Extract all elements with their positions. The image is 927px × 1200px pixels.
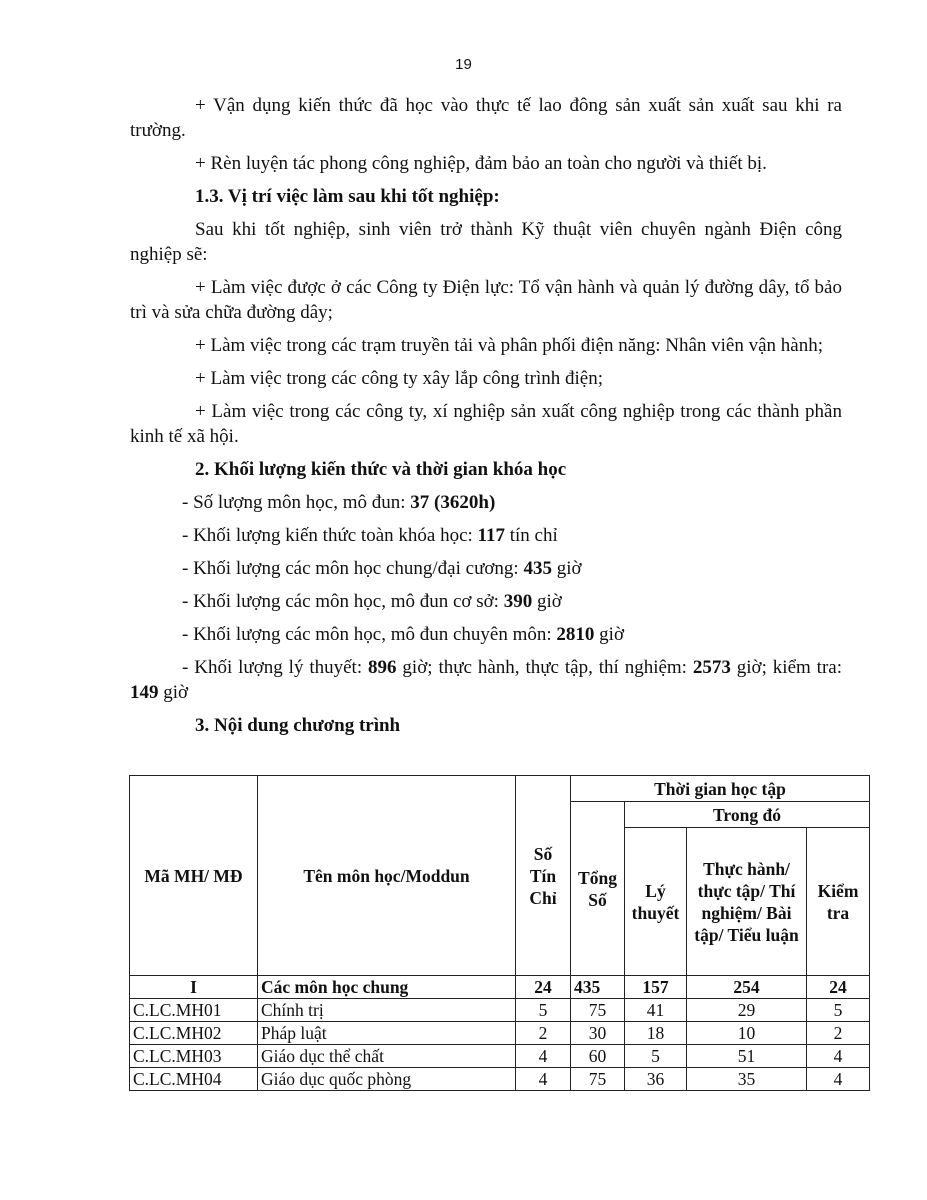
header-exam: Kiểm tra <box>807 828 870 976</box>
header-code: Mã MH/ MĐ <box>130 776 258 976</box>
paragraph-apply-knowledge: + Vận dụng kiến thức đã học vào thực tế lao đông sản xuất sản xuất sau khi ra trường. <box>130 95 842 141</box>
paragraph-enterprises: + Làm việc trong các công ty, xí nghiệp sản xuất công nghiệp trong các thành phần kinh tế xã hội. <box>130 401 842 447</box>
cell-total: 60 <box>571 1045 625 1068</box>
cell-total: 75 <box>571 1068 625 1091</box>
table-row <box>130 999 870 1022</box>
program-table <box>129 775 870 1091</box>
cell-theory: 18 <box>625 1022 687 1045</box>
header-practice: Thực hành/ thực tập/ Thí nghiệm/ Bài tập/ Tiểu luận <box>687 828 807 976</box>
cell-total: 30 <box>571 1022 625 1045</box>
heading-1-3: 1.3. Vị trí việc làm sau khi tốt nghiệp: <box>195 186 500 207</box>
cell-credits: 4 <box>516 1068 571 1091</box>
cell-exam: 5 <box>807 999 870 1022</box>
header-name: Tên môn học/Moddun <box>258 776 516 976</box>
cell-theory: 36 <box>625 1068 687 1091</box>
cell-code: C.LC.MH01 <box>130 999 258 1022</box>
cell-credits: 4 <box>516 1045 571 1068</box>
header-theory: Lý thuyết <box>625 828 687 976</box>
cell-theory: 5 <box>625 1045 687 1068</box>
table-row <box>130 1022 870 1045</box>
cell-code: C.LC.MH03 <box>130 1045 258 1068</box>
cell-exam: 4 <box>807 1068 870 1091</box>
document-body <box>130 93 842 746</box>
paragraph-power-company: + Làm việc được ở các Công ty Điện lực: Tổ vận hành và quản lý đường dây, tổ bảo trì và sửa chữa đường dây; <box>130 277 842 323</box>
stat-general-hours: - Khối lượng các môn học chung/đại cương: 435 giờ <box>182 558 582 579</box>
stat-subject-count: - Số lượng môn học, mô đun: 37 (3620h) <box>182 492 496 513</box>
cell-theory: 157 <box>625 976 687 999</box>
heading-3: 3. Nội dung chương trình <box>195 715 401 736</box>
cell-exam: 4 <box>807 1045 870 1068</box>
header-study-time: Thời gian học tập <box>571 776 870 802</box>
cell-name: Giáo dục quốc phòng <box>258 1068 516 1091</box>
stat-specialized-hours: - Khối lượng các môn học, mô đun chuyên môn: 2810 giờ <box>182 624 624 645</box>
cell-practice: 29 <box>687 999 807 1022</box>
cell-name: Pháp luật <box>258 1022 516 1045</box>
table-row <box>130 1068 870 1091</box>
paragraph-construction: + Làm việc trong các công ty xây lắp công trình điện; <box>195 368 603 389</box>
cell-exam: 24 <box>807 976 870 999</box>
paragraph-after-graduation: Sau khi tốt nghiệp, sinh viên trở thành Kỹ thuật viên chuyên ngành Điện công nghiệp sẽ: <box>130 219 842 265</box>
table-row <box>130 1045 870 1068</box>
cell-practice: 35 <box>687 1068 807 1091</box>
cell-practice: 254 <box>687 976 807 999</box>
cell-name: Chính trị <box>258 999 516 1022</box>
stat-theory-practice-exam: - Khối lượng lý thuyết: 896 giờ; thực hành, thực tập, thí nghiệm: 2573 giờ; kiểm tra: 149 giờ <box>130 657 843 703</box>
heading-2: 2. Khối lượng kiến thức và thời gian khóa học <box>195 459 567 480</box>
cell-theory: 41 <box>625 999 687 1022</box>
table-row <box>130 976 870 999</box>
cell-total: 435 <box>571 976 625 999</box>
header-of-which: Trong đó <box>625 802 870 828</box>
stat-total-credits: - Khối lượng kiến thức toàn khóa học: 117 tín chỉ <box>182 525 558 546</box>
cell-name: Các môn học chung <box>258 976 516 999</box>
header-total: Tổng Số <box>571 802 625 976</box>
cell-practice: 10 <box>687 1022 807 1045</box>
header-credits: Số Tín Chỉ <box>516 776 571 976</box>
cell-code: C.LC.MH02 <box>130 1022 258 1045</box>
paragraph-substations: + Làm việc trong các trạm truyền tải và phân phối điện năng: Nhân viên vận hành; <box>195 335 824 356</box>
cell-credits: 5 <box>516 999 571 1022</box>
paragraph-industrial-style: + Rèn luyện tác phong công nghiệp, đảm bảo an toàn cho người và thiết bị. <box>195 153 767 174</box>
cell-name: Giáo dục thể chất <box>258 1045 516 1068</box>
cell-credits: 2 <box>516 1022 571 1045</box>
cell-total: 75 <box>571 999 625 1022</box>
cell-credits: 24 <box>516 976 571 999</box>
cell-practice: 51 <box>687 1045 807 1068</box>
cell-code: C.LC.MH04 <box>130 1068 258 1091</box>
page-number: 19 <box>455 56 472 73</box>
cell-exam: 2 <box>807 1022 870 1045</box>
stat-foundation-hours: - Khối lượng các môn học, mô đun cơ sở: 390 giờ <box>182 591 562 612</box>
cell-code: I <box>130 976 258 999</box>
